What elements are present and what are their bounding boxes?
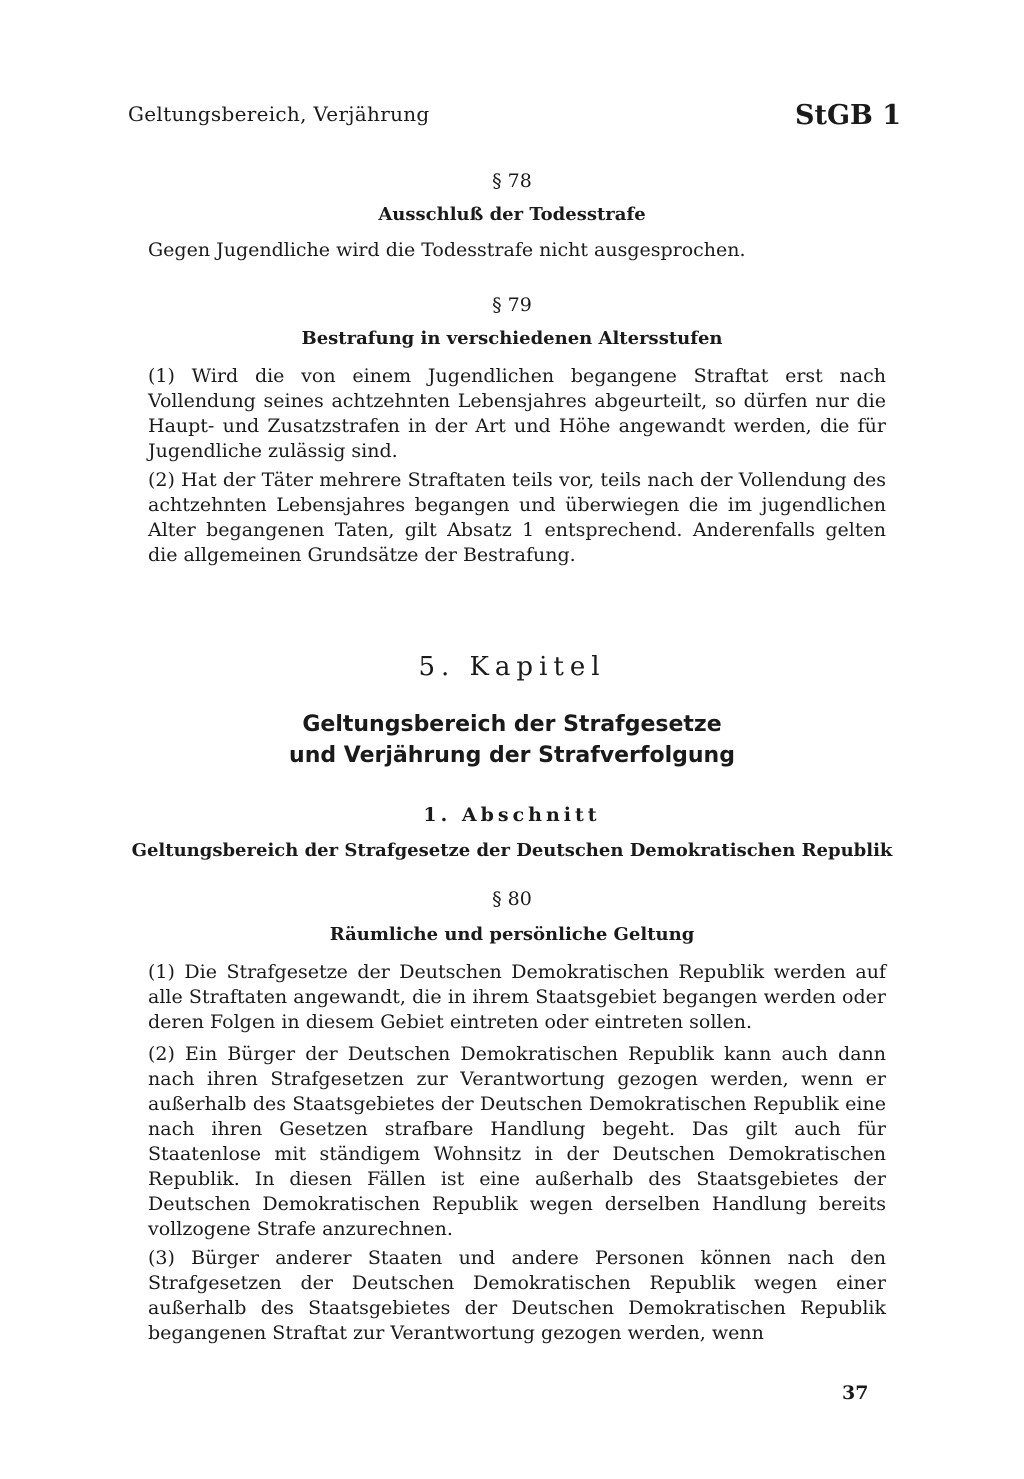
section-80-body-3 <box>148 1246 886 1346</box>
section-79-paragraph-1: (1) Wird die von einem Jugendlichen begangene Straftat erst nach Vollendung seines achtzehnten Lebensjahres abgeurteilt, so dürfen nur die Haupt- und Zusatzstrafen in der Art und Höhe angewandt werden, die für Jugendliche zulässig sind. <box>148 365 886 462</box>
chapter-title-line-2: und Verjährung der Strafverfolgung <box>289 743 735 768</box>
section-78-title: Ausschluß der Todesstrafe <box>378 204 646 225</box>
chapter-label: 5. Kapitel <box>418 652 606 682</box>
section-80-body-2 <box>148 1042 886 1242</box>
section-80-number: § 80 <box>492 888 532 910</box>
section-79-title: Bestrafung in verschiedenen Altersstufen <box>301 328 723 349</box>
law-code-label: StGB 1 <box>795 100 902 131</box>
section-80-body <box>148 960 886 1035</box>
section-80-title: Räumliche und persönliche Geltung <box>329 924 695 945</box>
section-79-paragraph-2: (2) Hat der Täter mehrere Straftaten teils vor, teils nach der Vollendung des achtzehnten Lebensjahres begangen und überwiegen die im jugendlichen Alter begangenen Taten, gilt Absatz 1 entsprechend. Anderenfalls gelten die allgemeinen Grundsätze der Bestrafung. <box>148 469 886 566</box>
abschnitt-label: 1. Abschnitt <box>423 804 601 826</box>
running-head: Geltungsbereich, Verjährung <box>128 102 430 126</box>
page-number: 37 <box>842 1382 869 1404</box>
section-80-paragraph-1: (1) Die Strafgesetze der Deutschen Demokratischen Republik werden auf alle Straftaten angewandt, die in ihrem Staatsgebiet begangen werden oder deren Folgen in diesem Gebiet eintreten oder eintreten sollen. <box>148 961 886 1033</box>
section-80-paragraph-2: (2) Ein Bürger der Deutschen Demokratischen Republik kann auch dann nach ihren Strafgesetzen zur Verantwortung gezogen werden, wenn er außerhalb des Staatsgebietes der Deutschen Demokratischen Republik eine nach ihren Gesetzen strafbare Handlung begeht. Das gilt auch für Staatenlose mit ständigem Wohnsitz in der Deutschen Demokratischen Republik. In diesen Fällen ist eine außerhalb des Staatsgebietes der Deutschen Demokratischen Republik wegen derselben Handlung bereits vollzogene Strafe anzurechnen. <box>148 1043 886 1240</box>
section-79-body <box>148 364 886 464</box>
section-78-text: Gegen Jugendliche wird die Todesstrafe nicht ausgesprochen. <box>148 239 746 261</box>
section-78-body <box>148 238 886 263</box>
abschnitt-title: Geltungsbereich der Strafgesetze der Deutschen Demokratischen Republik <box>131 840 893 861</box>
section-79-body-2 <box>148 468 886 568</box>
section-80-paragraph-3: (3) Bürger anderer Staaten und andere Personen können nach den Strafgesetzen der Deutschen Demokratischen Republik wegen einer außerhalb des Staatsgebietes der Deutschen Demokratischen Republik begangenen Straftat zur Verantwortung gezogen werden, wenn <box>148 1247 886 1344</box>
section-78-number: § 78 <box>492 170 532 192</box>
chapter-title-line-1: Geltungsbereich der Strafgesetze <box>302 712 722 737</box>
section-79-number: § 79 <box>492 294 532 316</box>
